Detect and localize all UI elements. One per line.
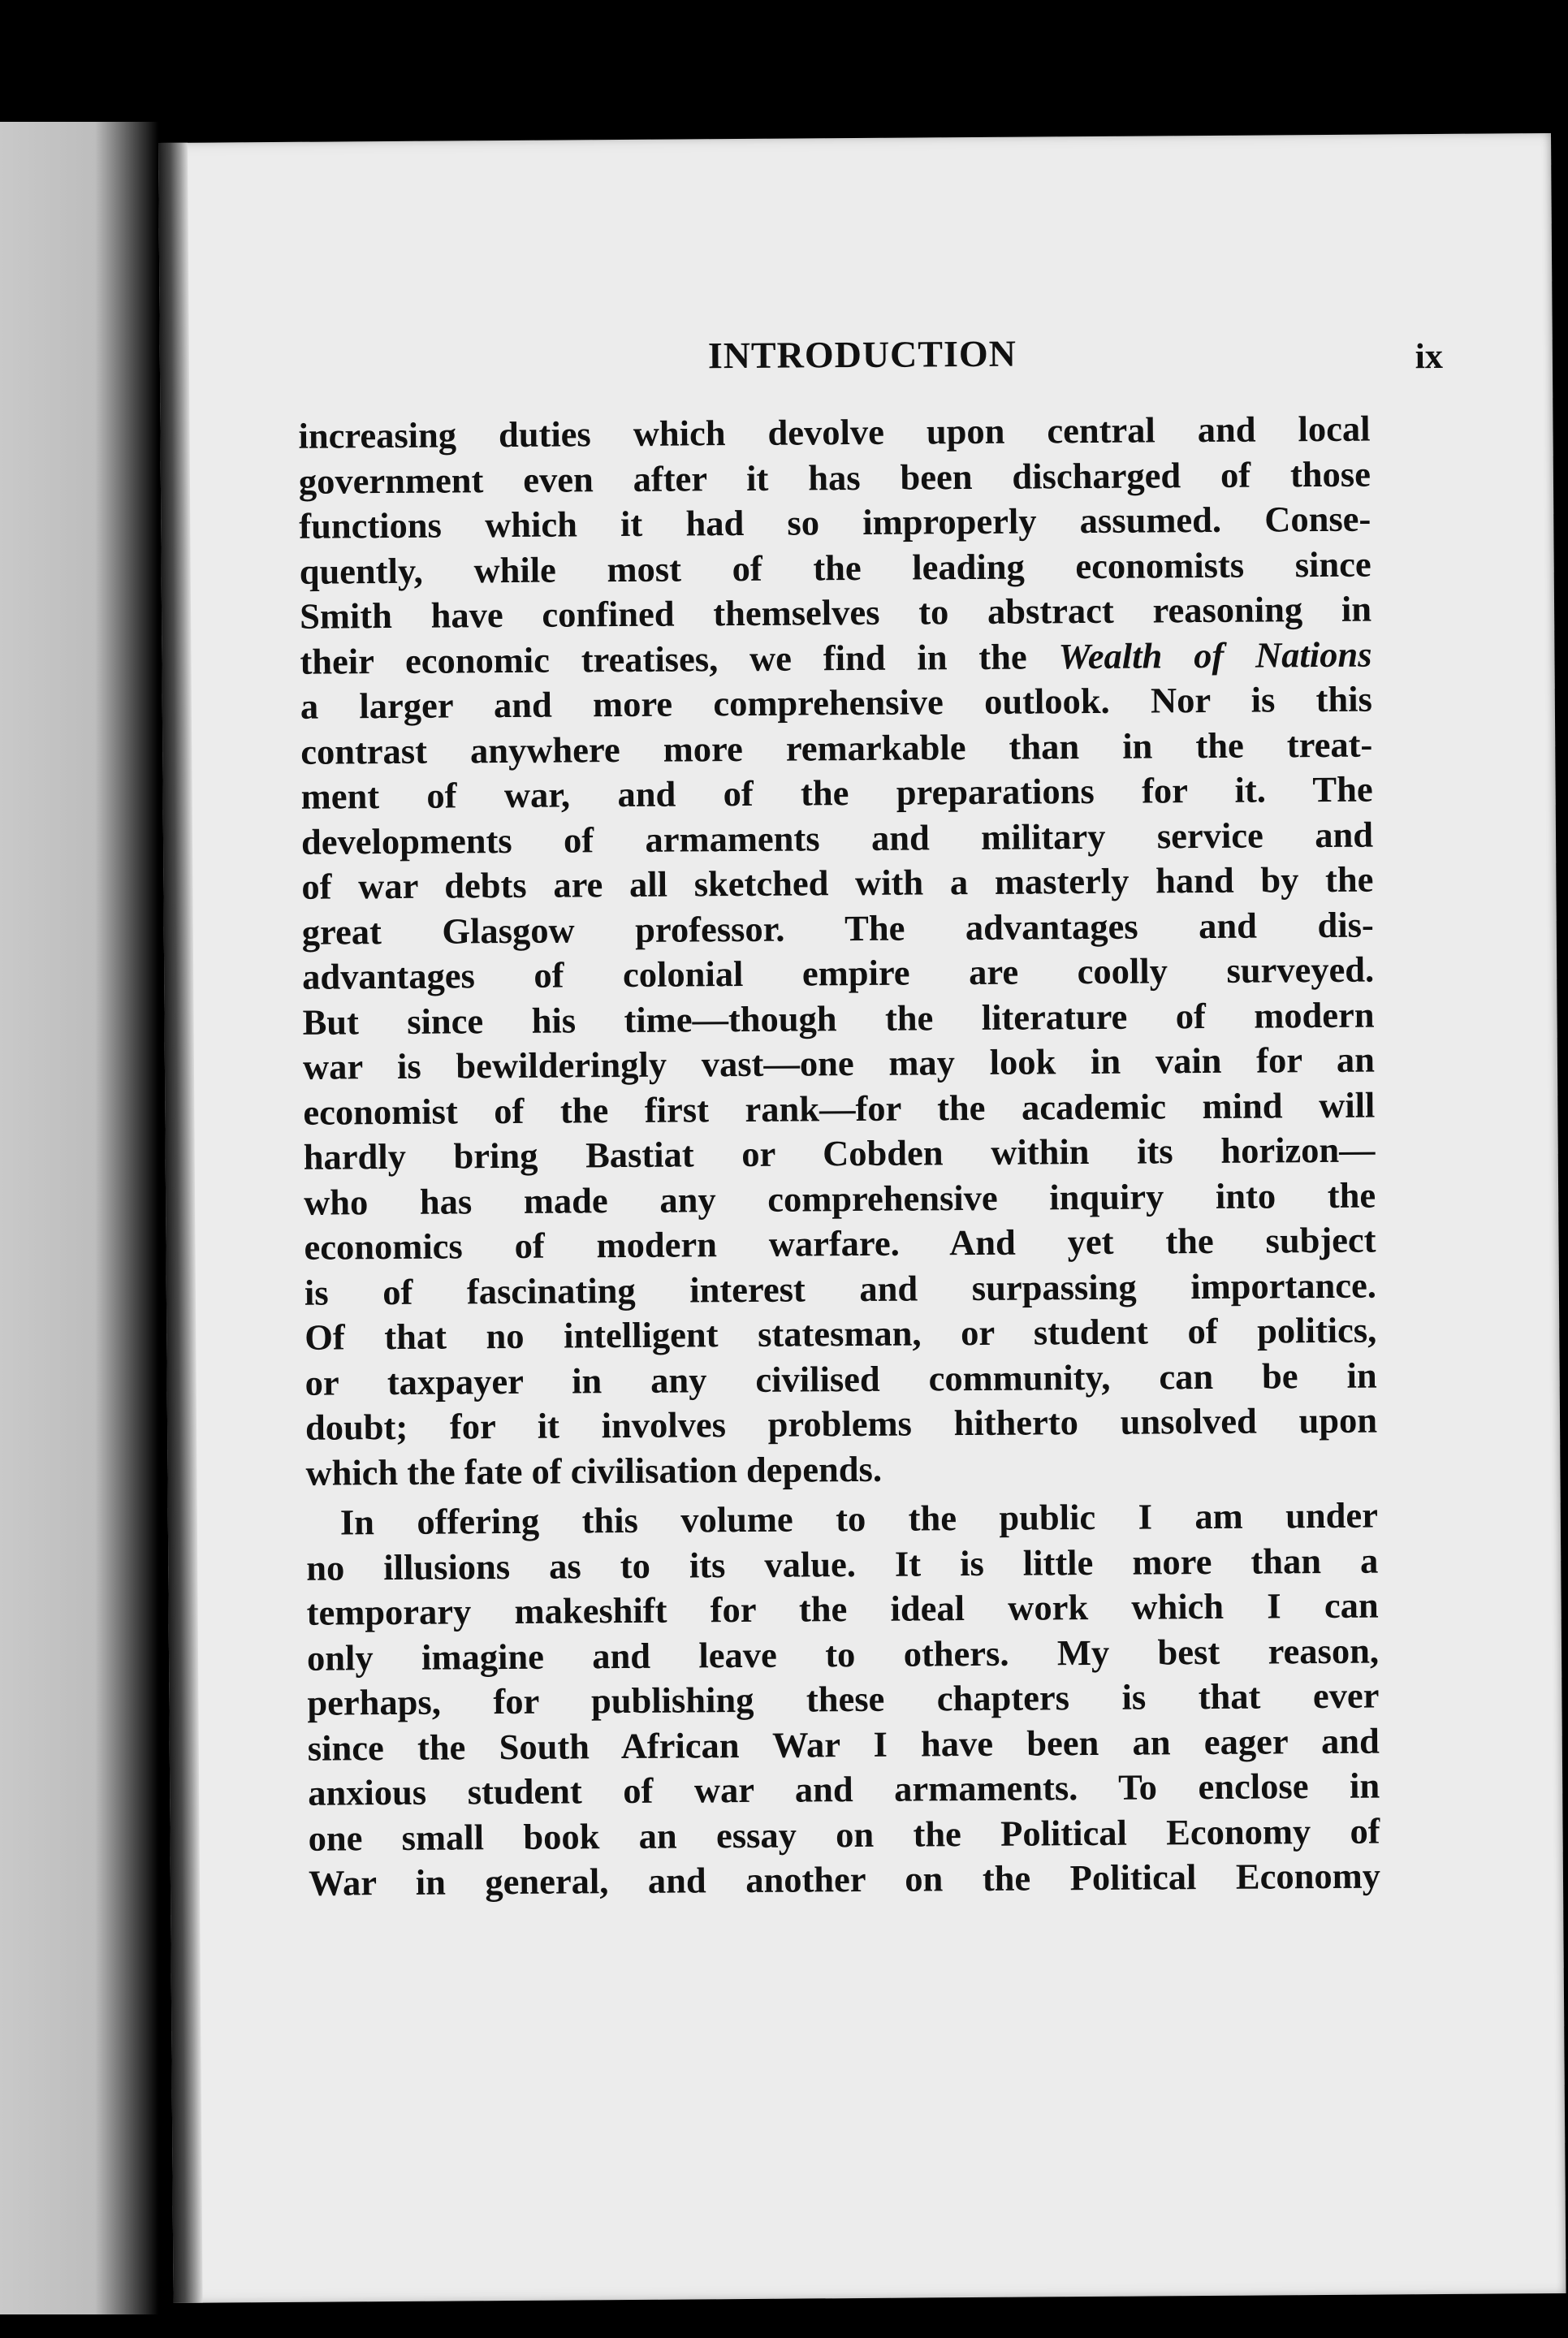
text-line: is of fascinating interest and surpassing importance.: [304, 1264, 1377, 1313]
text-line: of war debts are all sketched with a masterly hand by the: [301, 858, 1374, 907]
book-page: [158, 133, 1566, 2303]
text-line: war is bewilderingly vast—one may look in vain for an: [302, 1039, 1376, 1087]
text-line: doubt; for it involves problems hitherto unsolved upon: [305, 1399, 1378, 1448]
page-number: ix: [1415, 335, 1444, 377]
text-line: government even after it has been discharged of those: [298, 453, 1371, 502]
text-line: no illusions as to its value. It is little more than a: [306, 1540, 1379, 1588]
body-text: [298, 407, 1380, 1907]
running-head: [298, 329, 1444, 402]
text-fragment: their economic treatises, we find in the: [300, 636, 1027, 682]
text-line: quently, while most of the leading economists since: [299, 543, 1371, 592]
running-head-title: INTRODUCTION: [707, 332, 1017, 377]
text-line: since the South African War I have been an eager and: [307, 1720, 1380, 1769]
text-line: anxious student of war and armaments. To enclose in: [308, 1765, 1380, 1813]
text-line: only imagine and leave to others. My best reason,: [306, 1630, 1380, 1679]
text-line: economist of the first rank—for the academic mind will: [303, 1084, 1376, 1133]
text-line: increasing duties which devolve upon central and local: [298, 408, 1371, 456]
text-line: Of that no intelligent statesman, or student of politics,: [305, 1309, 1377, 1358]
text-line: great Glasgow professor. The advantages and dis-: [301, 904, 1374, 953]
text-line: temporary makeshift for the ideal work which I can: [306, 1584, 1379, 1633]
text-line: developments of armaments and military service and: [300, 814, 1374, 862]
text-line: War in general, and another on the Political Economy: [308, 1855, 1381, 1904]
italic-title: Wealth of Nations: [1058, 633, 1372, 676]
page-gutter: [158, 143, 203, 2303]
text-line: contrast anywhere more remarkable than in the treat-: [300, 724, 1373, 772]
text-line: hardly bring Bastiat or Cobden within its horizon—: [303, 1129, 1376, 1178]
text-line: a larger and more comprehensive outlook. Nor is this: [300, 678, 1373, 727]
text-line: functions which it had so improperly assumed. Conse-: [299, 498, 1371, 547]
text-line: In offering this volume to the public I am under: [339, 1494, 1379, 1543]
paragraph-2: [306, 1493, 1380, 1907]
text-line: one small book an essay on the Political Economy of: [308, 1810, 1380, 1859]
adjacent-page-edge: [0, 122, 158, 2314]
text-line: economics of modern warfare. And yet the subject: [304, 1219, 1376, 1268]
text-line: or taxpayer in any civilised community, can be in: [305, 1355, 1377, 1403]
text-line: Smith have confined themselves to abstract reasoning in: [299, 588, 1372, 637]
text-line: perhaps, for publishing these chapters is that ever: [307, 1675, 1380, 1723]
text-line: ment of war, and of the preparations for it. The: [300, 768, 1373, 817]
text-line: who has made any comprehensive inquiry into the: [303, 1174, 1376, 1223]
paragraph-1: [298, 407, 1377, 1496]
text-line-with-italic: [300, 632, 1371, 685]
text-line: But since his time—though the literature of modern: [302, 994, 1375, 1043]
text-line: advantages of colonial empire are coolly surveyed.: [302, 949, 1375, 997]
text-line: which the fate of civilisation depends.: [305, 1448, 883, 1493]
